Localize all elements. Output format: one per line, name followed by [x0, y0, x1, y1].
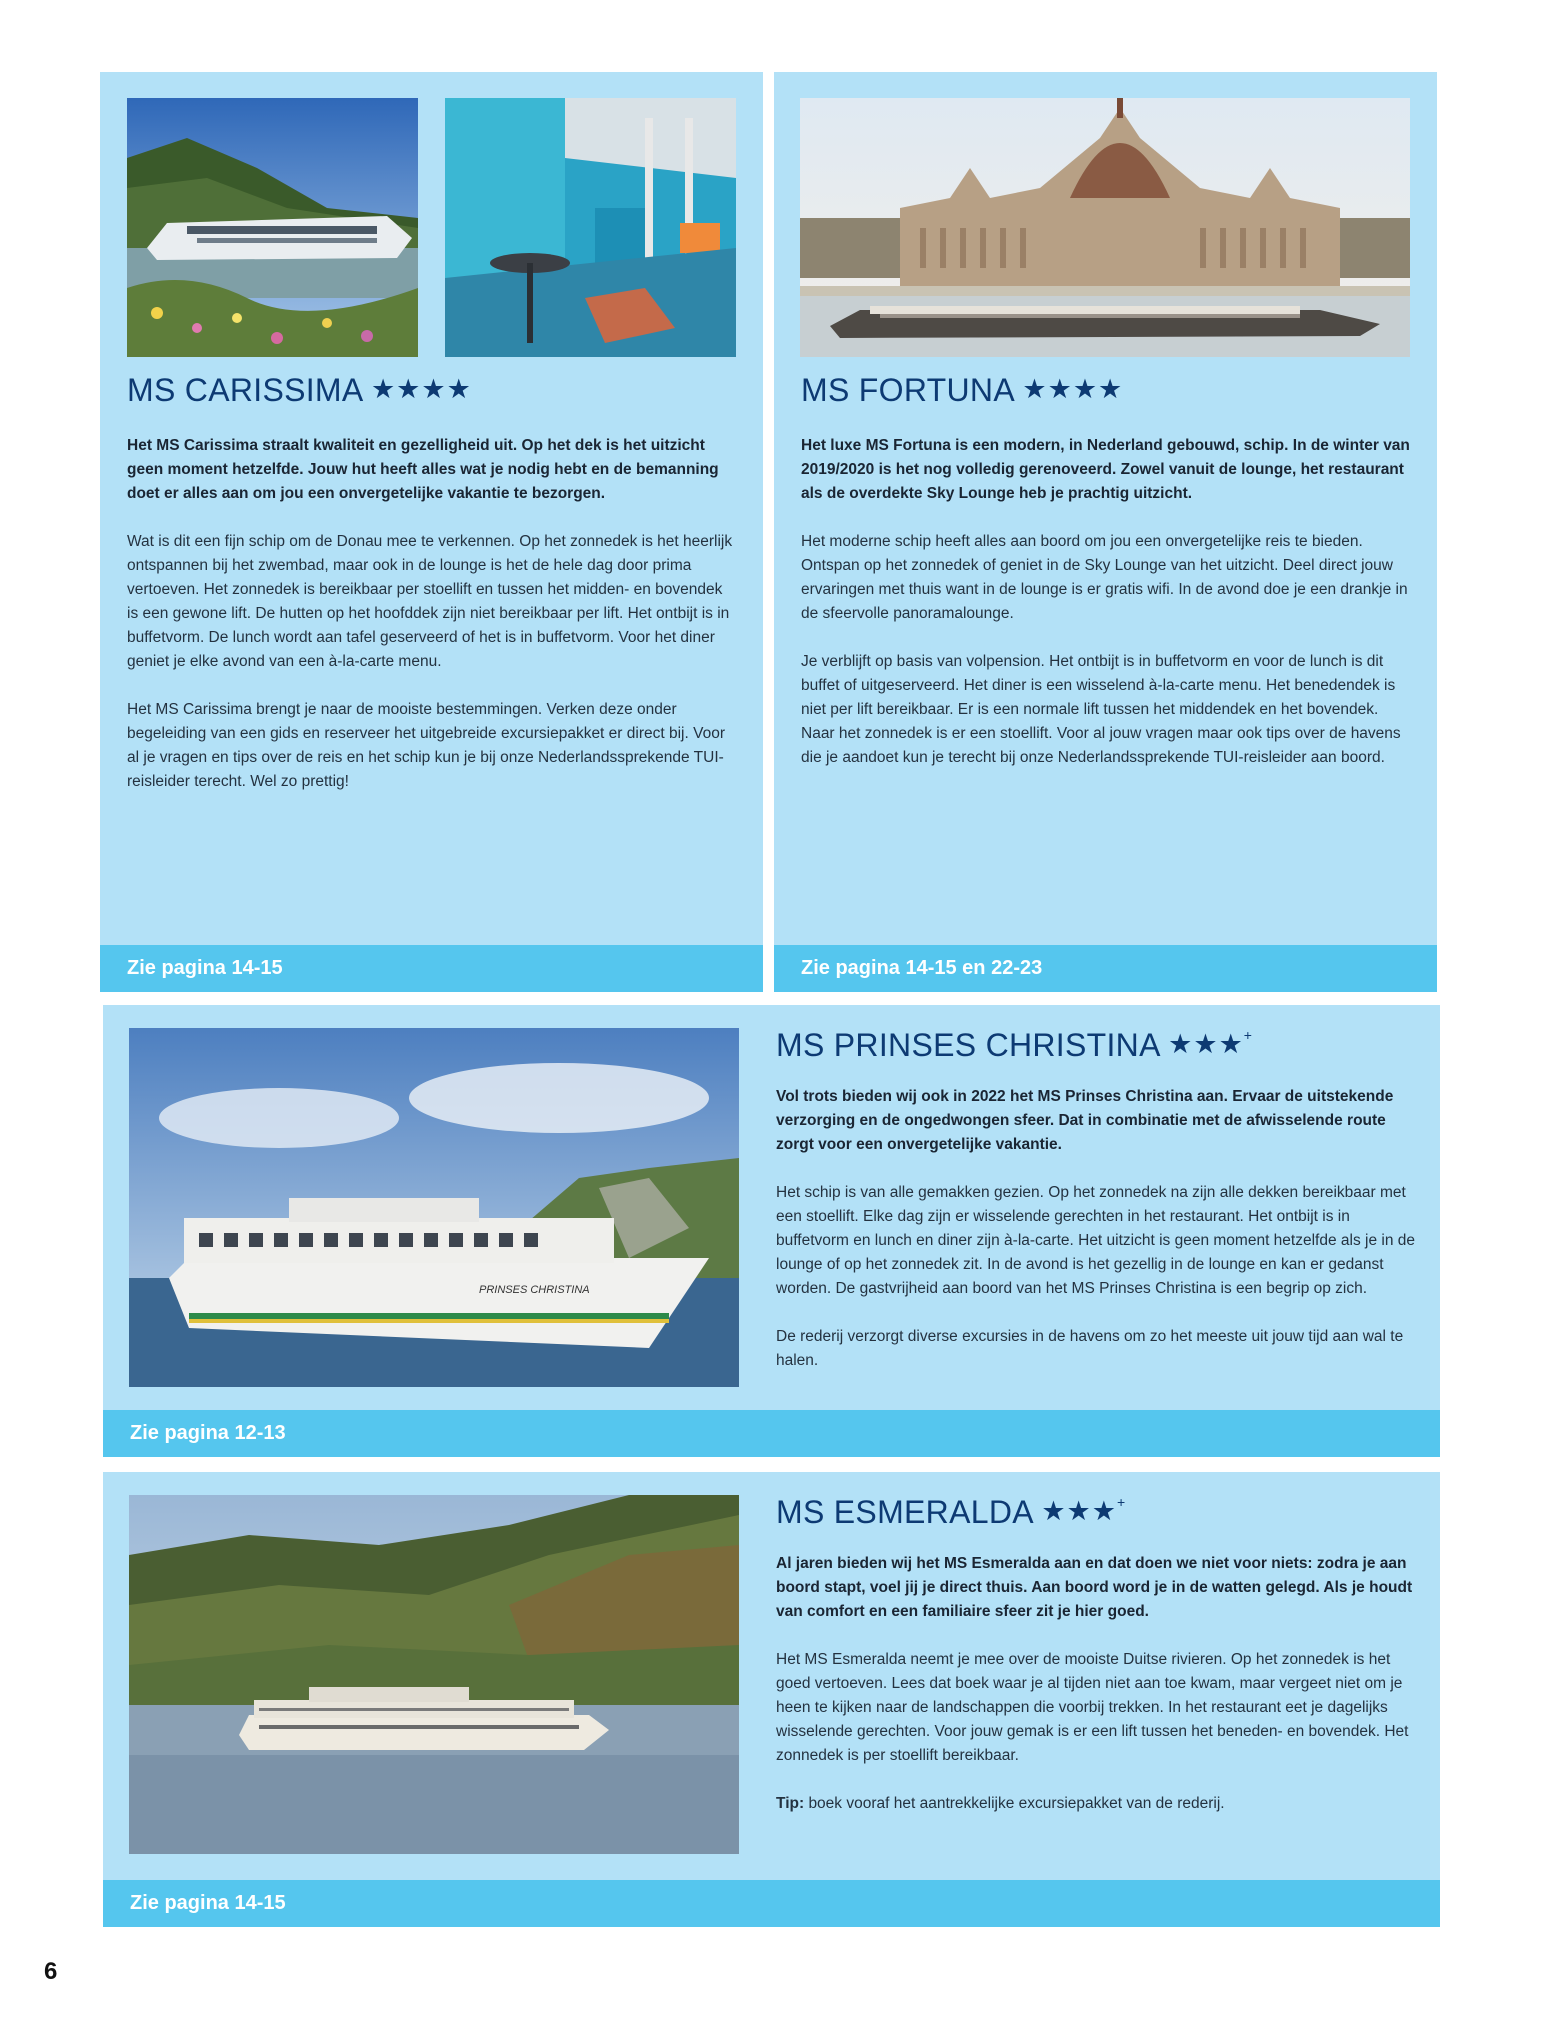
body-paragraph: Het MS Carissima brengt je naar de mooiste bestemmingen. Verken deze onder begeleiding van een gids en reserveer het uitgebreide excursiepakket er direct bij. Voor al je vragen en tips over de reis en het schip kun je bij onze Nederlandssprekende TUI-reisleider terecht. Wel zo prettig! [127, 701, 725, 790]
ship-name: MS FORTUNA [801, 372, 1014, 408]
ship-card-prinses-christina [103, 1005, 1440, 1457]
ship-description [776, 1552, 1416, 1840]
page-reference-link[interactable]: Zie pagina 14-15 [100, 945, 763, 992]
page-reference-link[interactable]: Zie pagina 12-13 [103, 1410, 1440, 1457]
fortuna-parliament-photo [800, 98, 1410, 357]
body-paragraph: De rederij verzorgt diverse excursies in de havens om zo het meeste uit jouw tijd aan wal te halen. [776, 1328, 1404, 1369]
ship-name: MS PRINSES CHRISTINA [776, 1027, 1159, 1063]
body-paragraph: Het schip is van alle gemakken gezien. Op het zonnedek na zijn alle dekken bereikbaar met een stoellift. Elke dag zijn er wisselende gerechten in het restaurant. Het ontbijt is in buffetvorm en lunch en diner zijn à-la-carte. Het uitzicht is geen moment hetzelfde als je in de lounge of op het zonnedek zit. In de avond is het gezellig in de lounge en kan er gedanst worden. De gastvrijheid aan boord van het MS Prinses Christina is een begrip op zich. [776, 1184, 1415, 1297]
star-rating-icon: ★★★ [1041, 1496, 1117, 1526]
page-reference-link[interactable]: Zie pagina 14-15 [103, 1880, 1440, 1927]
ship-description [801, 434, 1411, 794]
ship-title [127, 372, 472, 409]
ship-name: MS CARISSIMA [127, 372, 362, 408]
hull-name-text: PRINSES CHRISTINA [479, 1284, 590, 1296]
star-plus-icon: + [1243, 1027, 1253, 1043]
body-paragraph: Het moderne schip heeft alles aan boord om jou een onvergetelijke reis te bieden. Ontspan op het zonnedek of geniet in de Sky Lounge van het uitzicht. Deel direct jouw ervaringen met thuis want in de lounge is er gratis wifi. In de avond doe je een drankje in de sfeervolle panoramalounge. [801, 533, 1408, 622]
tip-text: boek vooraf het aantrekkelijke excursiepakket van de rederij. [808, 1795, 1225, 1812]
ship-card-carissima [100, 72, 763, 992]
ship-description [776, 1085, 1416, 1397]
ship-description [127, 434, 737, 818]
body-paragraph: Het MS Esmeralda neemt je mee over de mooiste Duitse rivieren. Op het zonnedek is het goed vertoeven. Lees dat boek waar je al tijden niet aan toe kwam, maar vergeet niet om je heen te kijken naar de landschappen die voorbij trekken. In het restaurant eet je dagelijks wisselende gerechten. Voor jouw gemak is er een lift tussen het beneden- en bovendek. Het zonnedek is per stoellift bereikbaar. [776, 1651, 1409, 1764]
intro-paragraph: Het luxe MS Fortuna is een modern, in Nederland gebouwd, schip. In de winter van 2019/2020 is het nog volledig gerenoveerd. Zowel vanuit de lounge, het restaurant als de overdekte Sky Lounge heb je prachtig uitzicht. [801, 437, 1410, 502]
tip-label: Tip: [776, 1795, 805, 1812]
ship-title [776, 1494, 1125, 1531]
page-number: 6 [44, 1958, 58, 1985]
body-paragraph: Je verblijft op basis van volpension. Het ontbijt is in buffetvorm en voor de lunch is dit buffet of uitgeserveerd. Het diner is een wisselend à-la-carte menu. Het benedendek is niet per lift bereikbaar. Er is een normale lift tussen het middendek en het bovendek. Naar het zonnedek is er een stoellift. Voor al jouw vragen maar ook tips over de havens die je aandoet kun je terecht bij onze Nederlandssprekende TUI-reisleider aan boord. [801, 653, 1401, 766]
star-rating-icon: ★★★★ [370, 374, 472, 404]
page-reference-link[interactable]: Zie pagina 14-15 en 22-23 [774, 945, 1437, 992]
ship-title [776, 1027, 1252, 1064]
star-plus-icon: + [1116, 1494, 1126, 1510]
ship-title [801, 372, 1123, 409]
tip-paragraph [776, 1792, 1416, 1816]
ship-card-fortuna [774, 72, 1437, 992]
star-rating-icon: ★★★ [1168, 1029, 1244, 1059]
esmeralda-ship-photo [129, 1495, 739, 1854]
body-paragraph: Wat is dit een fijn schip om de Donau mee te verkennen. Op het zonnedek is het heerlijk ontspannen bij het zwembad, maar ook in de lounge is het de hele dag door prima vertoeven. Het zonnedek is bereikbaar per stoellift en tussen het midden- en bovendek is een gewone lift. De hutten op het hoofddek zijn niet bereikbaar per lift. Het ontbijt is in buffetvorm. De lunch wordt aan tafel geserveerd of het is in buffetvorm. Voor het diner geniet je elke avond van een à-la-carte menu. [127, 533, 733, 670]
prinses-christina-ship-photo [129, 1028, 739, 1387]
ship-card-esmeralda [103, 1472, 1440, 1927]
star-rating-icon: ★★★★ [1022, 374, 1124, 404]
ship-name: MS ESMERALDA [776, 1494, 1033, 1530]
carissima-lounge-photo [445, 98, 736, 357]
intro-paragraph: Het MS Carissima straalt kwaliteit en gezelligheid uit. Op het dek is het uitzicht geen moment hetzelfde. Jouw hut heeft alles wat je nodig hebt en de bemanning doet er alles aan om jou een onvergetelijke vakantie te bezorgen. [127, 437, 719, 502]
intro-paragraph: Vol trots bieden wij ook in 2022 het MS Prinses Christina aan. Ervaar de uitstekende verzorging en de ongedwongen sfeer. Dat in combinatie met de afwisselende route zorgt voor een onvergetelijke vakantie. [776, 1088, 1394, 1153]
intro-paragraph: Al jaren bieden wij het MS Esmeralda aan en dat doen we niet voor niets: zodra je aan boord stapt, voel jij je direct thuis. Aan boord word je in de watten gelegd. Als je houdt van comfort en een familiaire sfeer zit je hier goed. [776, 1555, 1413, 1620]
carissima-ship-photo [127, 98, 418, 357]
